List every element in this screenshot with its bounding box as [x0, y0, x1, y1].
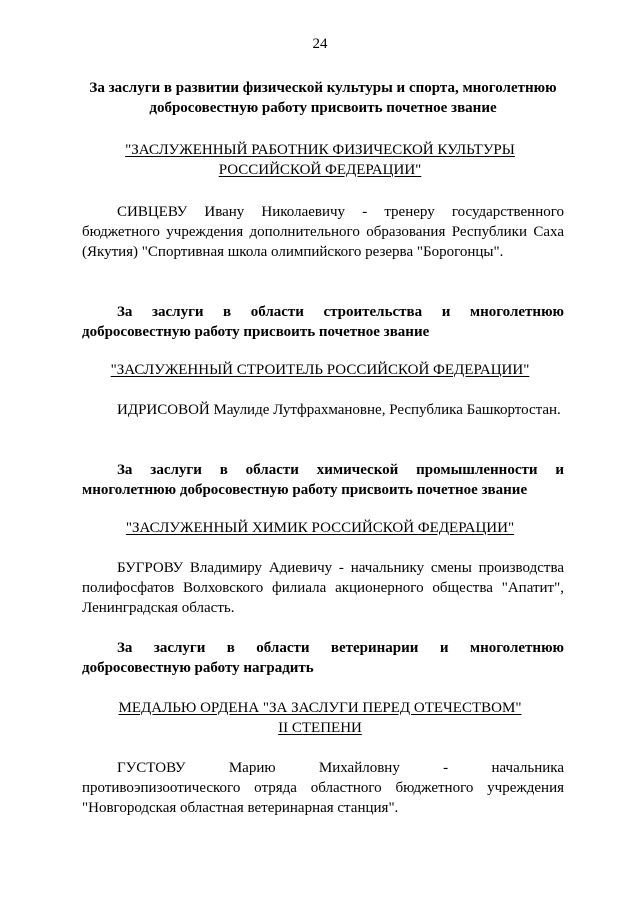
- recipient-gustova: ГУСТОВУ Марию Михайловну - начальника противоэпизоотического отряда областного бюджетного учреждения "Новгородская областная ветеринарная станция".: [82, 760, 564, 816]
- award-preamble-construction: За заслуги в области строительства и многолетнюю добросовестную работу присвоить почетное звание: [82, 304, 564, 340]
- award-title-construction: "ЗАСЛУЖЕННЫЙ СТРОИТЕЛЬ РОССИЙСКОЙ ФЕДЕРАЦИИ": [110, 362, 530, 378]
- recipient-sivtsev: СИВЦЕВУ Ивану Николаевичу - тренеру государственного бюджетного учреждения дополнительного образования Республики Саха (Якутия) "Спортивная школа олимпийского резерва "Борогонцы".: [82, 204, 564, 260]
- page-number: 24: [312, 36, 328, 52]
- recipient-idrisova: ИДРИСОВОЙ Маулиде Лутфрахмановне, Республика Башкортостан.: [117, 402, 561, 418]
- award-title-chemistry: "ЗАСЛУЖЕННЫЙ ХИМИК РОССИЙСКОЙ ФЕДЕРАЦИИ": [125, 520, 515, 536]
- award-title-medal-line1: МЕДАЛЬЮ ОРДЕНА "ЗА ЗАСЛУГИ ПЕРЕД ОТЕЧЕСТВОМ": [118, 700, 522, 716]
- award-preamble-veterinary: За заслуги в области ветеринарии и многолетнюю добросовестную работу наградить: [82, 640, 564, 676]
- award-title-sport-line2: РОССИЙСКОЙ ФЕДЕРАЦИИ": [218, 162, 422, 178]
- recipient-bugrov: БУГРОВУ Владимиру Адиевичу - начальнику смены производства полифосфатов Волховского филиала акционерного общества "Апатит", Ленинградская область.: [82, 560, 564, 616]
- award-preamble-sport: За заслуги в развитии физической культуры и спорта, многолетнюю добросовестную работу присвоить почетное звание: [89, 80, 557, 116]
- award-preamble-chemistry: За заслуги в области химической промышленности и многолетнюю добросовестную работу присвоить почетное звание: [82, 462, 564, 498]
- award-title-sport-line1: "ЗАСЛУЖЕННЫЙ РАБОТНИК ФИЗИЧЕСКОЙ КУЛЬТУРЫ: [125, 142, 515, 158]
- award-title-medal-line2: II СТЕПЕНИ: [278, 720, 362, 736]
